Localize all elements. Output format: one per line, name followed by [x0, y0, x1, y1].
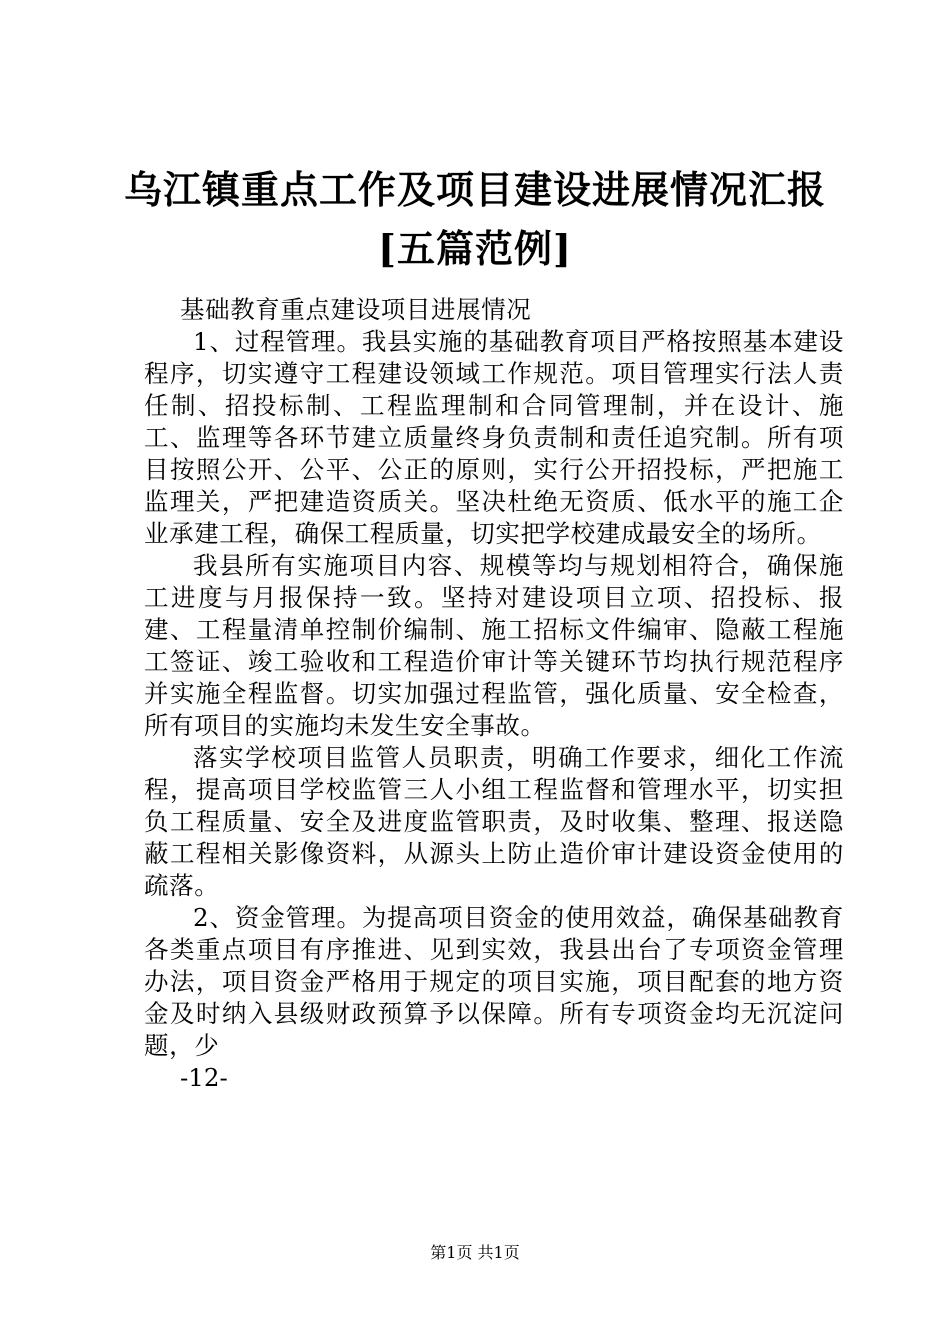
section-subtitle: 基础教育重点建设项目进展情况	[180, 295, 532, 324]
page-footer: 第1页 共1页	[430, 1243, 520, 1262]
document-title: 乌江镇重点工作及项目建设进展情况汇报[五篇范例]	[123, 167, 826, 271]
paragraph-supervision-duties: 落实学校项目监管人员职责，明确工作要求，细化工作流程，提高项目学校监管三人小组工程监督和管理水平，切实担负工程质量、安全及进度监管职责，及时收集、整理、报送隐蔽工程相关影像资料，从源头上防止造价审计建设资金使用的疏落。	[144, 743, 844, 900]
paragraph-project-compliance: 我县所有实施项目内容、规模等均与规划相符合，确保施工进度与月报保持一致。坚持对建设项目立项、招投标、报建、工程量清单控制价编制、施工招标文件编审、隐蔽工程施工签证、竣工验收和工程造价审计等关键环节均执行规范程序并实施全程监督。切实加强过程监管，强化质量、安全检查，所有项目的实施均未发生安全事故。	[144, 551, 844, 740]
paragraph-process-management: 1、过程管理。我县实施的基础教育项目严格按照基本建设程序，切实遵守工程建设领域工作规范。项目管理实行法人责任制、招投标制、工程监理制和合同管理制，并在设计、施工、监理等各环节建立质量终身负责制和责任追究制。所有项目按照公开、公平、公正的原则，实行公开招投标，严把施工监理关，严把建造资质关。坚决杜绝无资质、低水平的施工企业承建工程，确保工程质量，切实把学校建成最安全的场所。	[144, 327, 844, 548]
document-body	[144, 294, 844, 1094]
paragraph-fund-management: 2、资金管理。为提高项目资金的使用效益，确保基础教育各类重点项目有序推进、见到实效，我县出台了专项资金管理办法，项目资金严格用于规定的项目实施，项目配套的地方资金及时纳入县级财政预算予以保障。所有专项资金均无沉淀问题，少	[144, 903, 844, 1060]
inline-page-number: -12-	[180, 1063, 228, 1092]
